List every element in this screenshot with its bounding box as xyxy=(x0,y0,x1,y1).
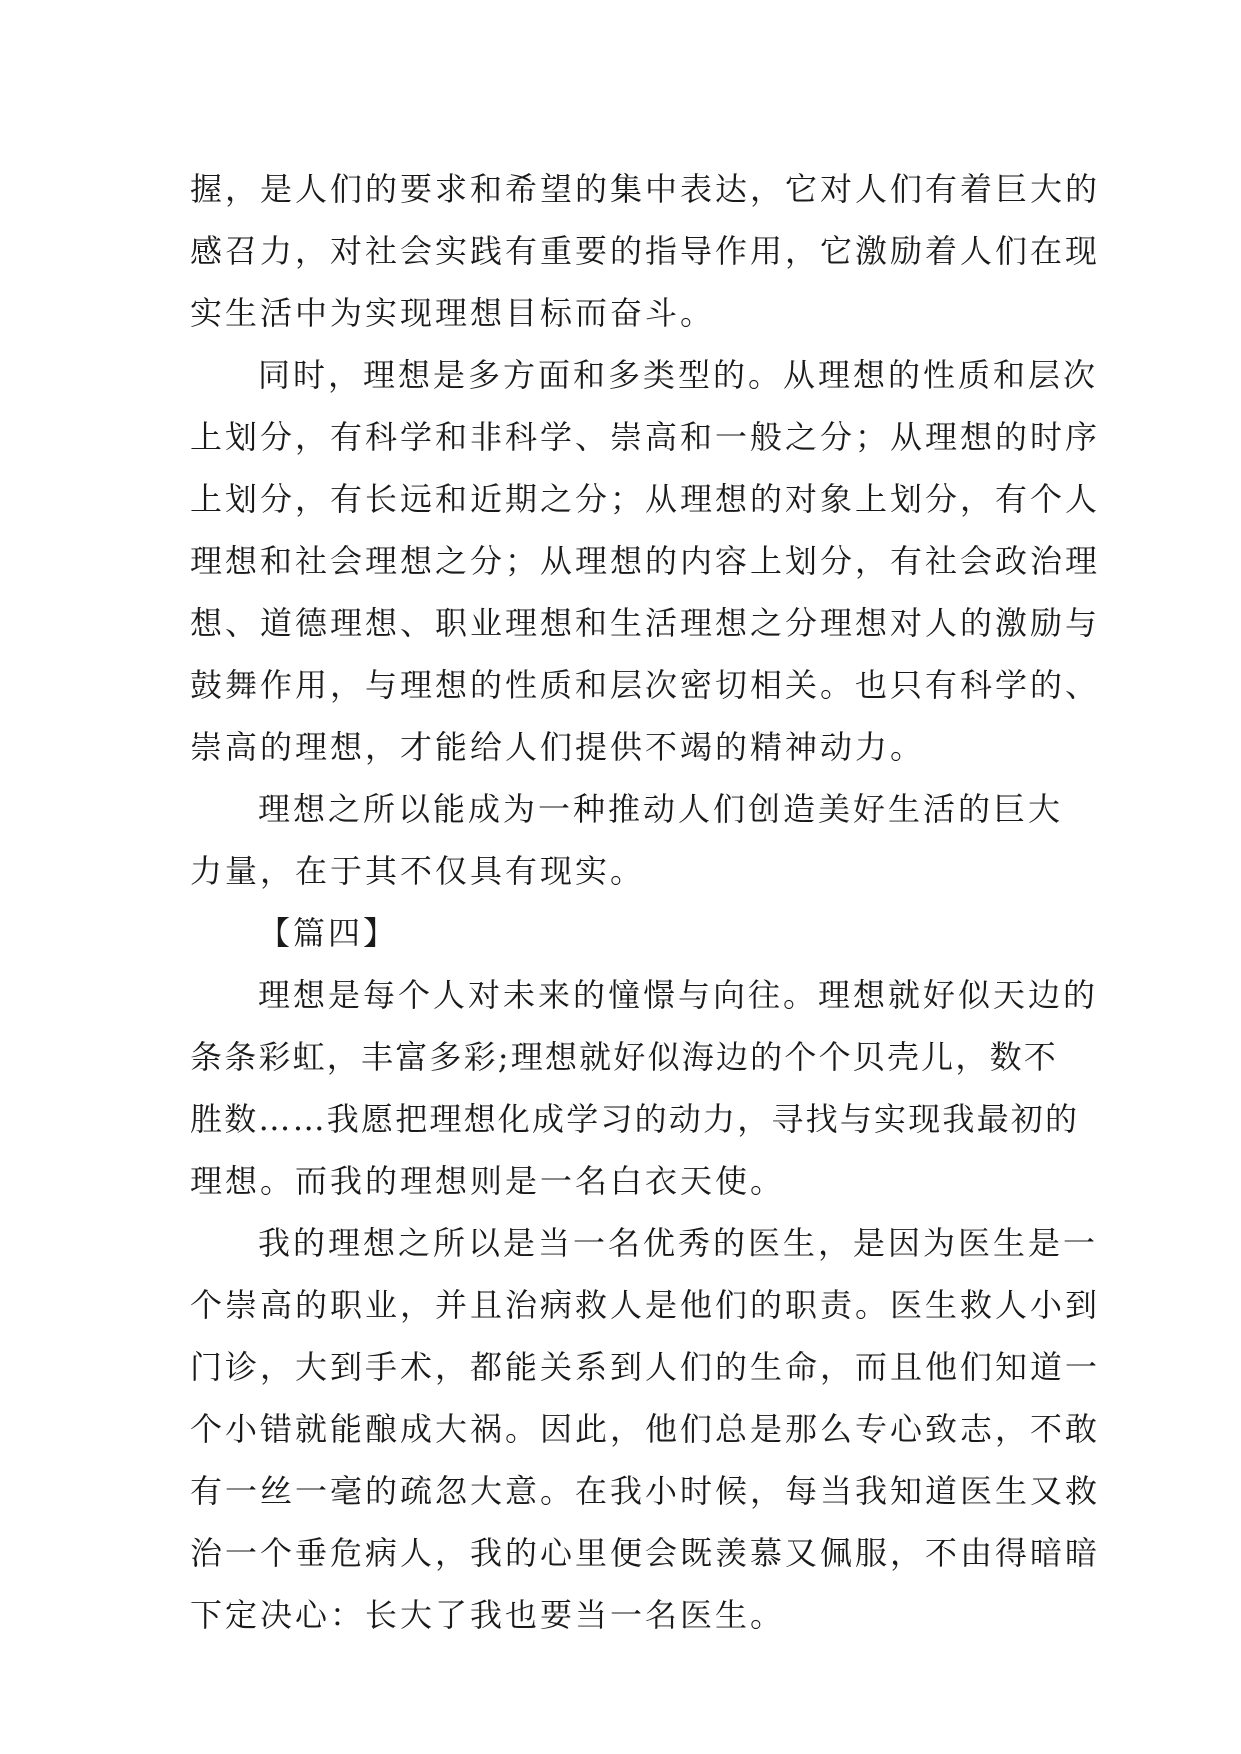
text-line: 鼓舞作用，与理想的性质和层次密切相关。也只有科学的、 xyxy=(190,666,1101,704)
paragraph-first-line: 同时，理想是多方面和多类型的。从理想的性质和层次 xyxy=(258,356,1099,394)
text-line: 有一丝一毫的疏忽大意。在我小时候，每当我知道医生又救 xyxy=(190,1472,1101,1510)
paragraph-first-line: 理想是每个人对未来的憧憬与向往。理想就好似天边的 xyxy=(258,976,1099,1014)
text-line: 治一个垂危病人，我的心里便会既羡慕又佩服，不由得暗暗 xyxy=(190,1534,1101,1572)
text-line: 门诊，大到手术，都能关系到人们的生命，而且他们知道一 xyxy=(190,1348,1101,1386)
text-line: 下定决心：长大了我也要当一名医生。 xyxy=(190,1596,786,1634)
text-line: 崇高的理想，才能给人们提供不竭的精神动力。 xyxy=(190,728,926,766)
text-line: 理想和社会理想之分；从理想的内容上划分，有社会政治理 xyxy=(190,542,1101,580)
text-line: 握，是人们的要求和希望的集中表达，它对人们有着巨大的 xyxy=(190,170,1101,208)
text-line: 胜数……我愿把理想化成学习的动力，寻找与实现我最初的 xyxy=(190,1100,1080,1138)
paragraph-first-line: 我的理想之所以是当一名优秀的医生，是因为医生是一 xyxy=(258,1224,1099,1262)
section-heading: 【篇四】 xyxy=(258,914,399,952)
text-line: 实生活中为实现理想目标而奋斗。 xyxy=(190,294,716,332)
text-line: 上划分，有长远和近期之分；从理想的对象上划分，有个人 xyxy=(190,480,1101,518)
paragraph-first-line: 理想之所以能成为一种推动人们创造美好生活的巨大 xyxy=(258,790,1064,828)
text-line: 个小错就能酿成大祸。因此，他们总是那么专心致志，不敢 xyxy=(190,1410,1101,1448)
text-line: 个崇高的职业，并且治病救人是他们的职责。医生救人小到 xyxy=(190,1286,1101,1324)
document-body xyxy=(190,158,1101,1646)
text-line: 感召力，对社会实践有重要的指导作用，它激励着人们在现 xyxy=(190,232,1101,270)
text-line: 条条彩虹，丰富多彩;理想就好似海边的个个贝壳儿，数不 xyxy=(190,1038,1058,1076)
text-line: 上划分，有科学和非科学、崇高和一般之分；从理想的时序 xyxy=(190,418,1101,456)
text-line: 想、道德理想、职业理想和生活理想之分理想对人的激励与 xyxy=(190,604,1101,642)
text-line: 力量，在于其不仅具有现实。 xyxy=(190,852,646,890)
text-line: 理想。而我的理想则是一名白衣天使。 xyxy=(190,1162,786,1200)
